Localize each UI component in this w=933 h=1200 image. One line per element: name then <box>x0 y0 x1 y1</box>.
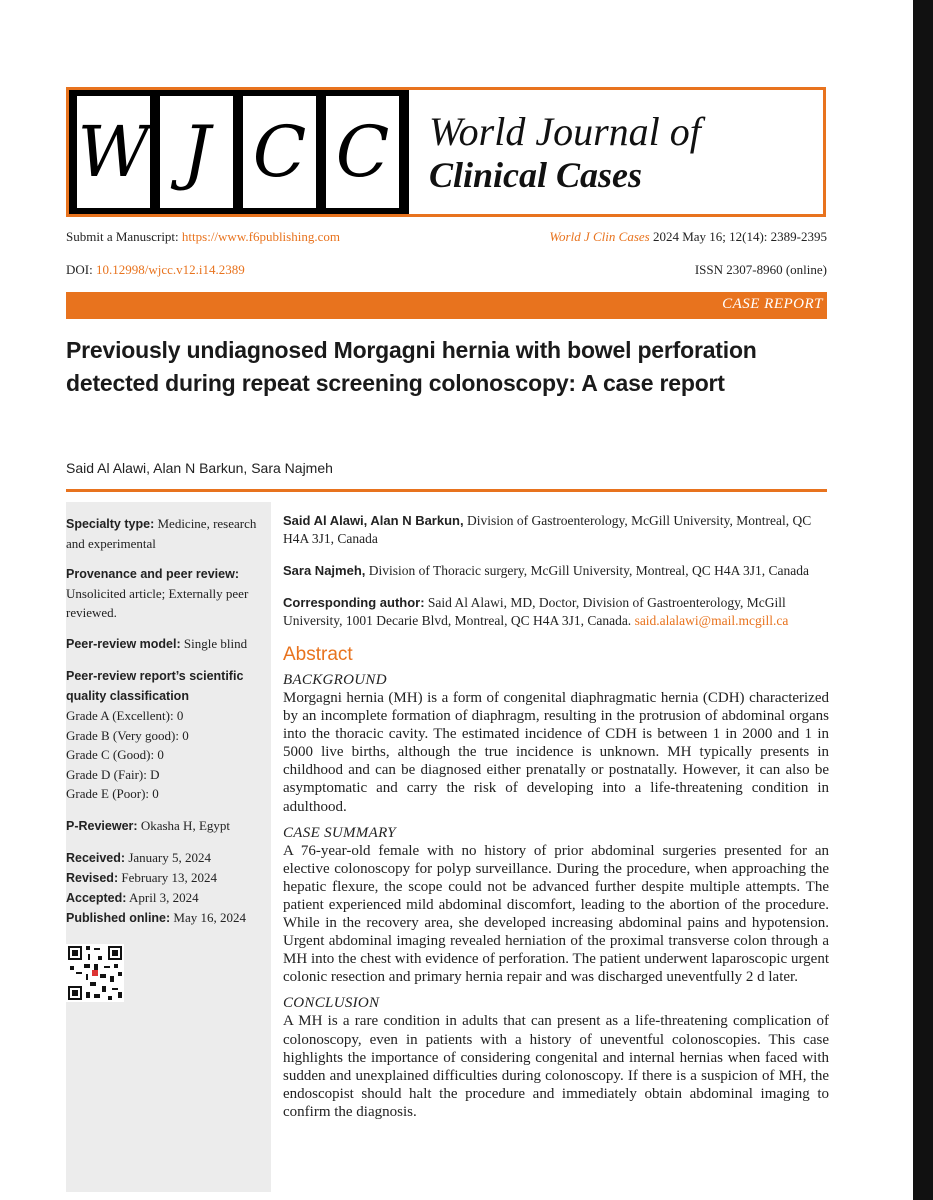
header-divider <box>66 489 827 492</box>
doi-label: DOI: <box>66 262 93 277</box>
reviewer-label: P-Reviewer: <box>66 818 138 833</box>
journal-name-line2: Clinical Cases <box>429 155 643 195</box>
revised-value: February 13, 2024 <box>121 869 218 885</box>
specialty-value: Medicine, research and experimental <box>66 516 257 551</box>
p-reviewer <box>66 816 271 836</box>
citation-journal: World J Clin Cases <box>549 229 650 244</box>
logo-letter-c2: C <box>326 96 399 208</box>
grade-d: Grade D (Fair): D <box>66 766 160 782</box>
grade-a: Grade A (Excellent): 0 <box>66 708 184 723</box>
dates <box>66 848 271 928</box>
specialty-type <box>66 514 271 553</box>
affiliation-1 <box>283 512 829 548</box>
conclusion-heading: CONCLUSION <box>283 995 380 1012</box>
received-label: Received: <box>66 850 126 865</box>
background-heading: BACKGROUND <box>283 672 387 688</box>
right-edge-strip <box>913 0 933 1200</box>
peer-review-model <box>66 634 271 654</box>
quality-label: Peer-review report’s scientific quality classification <box>66 669 244 703</box>
provenance-label: Provenance and peer review: <box>66 567 239 581</box>
affiliation-1-names: Said Al Alawi, Alan N Barkun, <box>283 513 464 528</box>
received-date <box>66 848 271 868</box>
title-line-2: detected during repeat screening colonoscopy: A case report <box>66 370 725 396</box>
published-value: May 16, 2024 <box>173 909 247 925</box>
article-info-sidebar <box>66 502 271 1192</box>
logo-letter-w: W <box>77 96 150 208</box>
journal-logo <box>69 90 409 214</box>
quality-classification <box>66 666 271 804</box>
conclusion-text: A MH is a rare condition in adults that can present as a life-threatening complication of colonoscopy, even in patients with a history of uneventful colonoscopies. This case highlights the importance of considering congenital and internal hernias when faced with sudden and unexplained difficulties during colonoscopy. If there is a suspicion of MH, the endoscopist should halt the procedure and immediately obtain abdominal imaging to confirm the diagnosis. <box>283 1013 829 1120</box>
model-value: Single blind <box>183 636 248 651</box>
corr-email-link[interactable]: said.alalawi@mail.mcgill.ca <box>634 613 789 628</box>
model-label: Peer-review model: <box>66 637 181 651</box>
published-date <box>66 908 271 928</box>
received-value: January 5, 2024 <box>128 849 211 865</box>
grade-b: Grade B (Very good): 0 <box>66 727 189 743</box>
article-type: CASE REPORT <box>722 296 823 312</box>
affiliation-2 <box>283 562 829 580</box>
grade-c: Grade C (Good): 0 <box>66 747 164 762</box>
reviewer-value: Okasha H, Egypt <box>140 817 230 833</box>
doi-line <box>66 262 245 278</box>
provenance <box>66 565 271 622</box>
corresponding-author <box>283 594 829 630</box>
journal-name-line1: World Journal of <box>429 109 701 154</box>
logo-letter-c1: C <box>243 96 316 208</box>
accepted-value: April 3, 2024 <box>128 889 199 905</box>
abstract-heading: Abstract <box>283 644 353 665</box>
doi-link[interactable]: 10.12998/wjcc.v12.i14.2389 <box>95 262 245 277</box>
issn: ISSN 2307-8960 (online) <box>694 262 827 277</box>
logo-letter-j: J <box>160 96 233 208</box>
title-line-1: Previously undiagnosed Morgagni hernia with bowel perforation <box>66 337 757 363</box>
qr-code-icon[interactable] <box>66 944 124 1002</box>
corr-text: Said Al Alawi, MD, Doctor, Division of Gastroenterology, McGill University, 1001 Decarie Blvd, Montreal, QC H4A 3J1, Canada. <box>283 595 786 628</box>
specialty-label: Specialty type: <box>66 517 155 531</box>
submit-label: Submit a Manuscript: <box>66 229 179 244</box>
accepted-date <box>66 888 271 908</box>
journal-masthead <box>66 87 826 217</box>
affiliation-2-names: Sara Najmeh, <box>283 563 366 578</box>
case-summary-text: A 76-year-old female with no history of prior abdominal surgeries presented for an elective colonoscopy for polyp surveillance. During the procedure, when approaching the hepatic flexure, the scope could not be advanced further despite multiple attempts. The patient experienced mild abdominal discomfort, leading to the abortion of the procedure. While in the recovery area, she developed increasing abdominal pains and hypotension. Urgent abdominal imaging revealed herniation of the proximal transverse colon through a MH into the chest with evidence of perforation. The patient underwent laparoscopic urgent colonic resection and primary hernia repair and was discharged uneventfully 2 d later. <box>283 842 829 986</box>
revised-label: Revised: <box>66 870 119 885</box>
grade-e: Grade E (Poor): 0 <box>66 786 159 801</box>
provenance-value: Unsolicited article; Externally peer reviewed. <box>66 586 249 620</box>
background-text: Morgagni hernia (MH) is a form of congenital diaphragmatic hernia (CDH) characterized by an incomplete formation of diaphragm, resulting in the protrusion of abdominal organs into the thoracic cavity. The estimated incidence of CDH is between 1 in 2000 and 1 in 5000 live births, although the true incidence is unknown. MH typically presents in childhood and can be diagnosed either prenatally or postnatally. However, it can also be asymptomatic and carry the risk of developing into a life-threatening condition in adulthood. <box>283 690 829 815</box>
main-column <box>283 512 829 1121</box>
published-label: Published online: <box>66 910 171 925</box>
article-title <box>66 334 826 400</box>
affiliation-2-text: Division of Thoracic surgery, McGill University, Montreal, QC H4A 3J1, Canada <box>368 563 809 578</box>
author-list: Said Al Alawi, Alan N Barkun, Sara Najmeh <box>66 460 333 476</box>
affiliation-1-text: Division of Gastroenterology, McGill University, Montreal, QC H4A 3J1, Canada <box>283 513 812 546</box>
accepted-label: Accepted: <box>66 890 127 905</box>
submit-link[interactable]: https://www.f6publishing.com <box>181 229 340 244</box>
article-type-bar <box>66 292 827 319</box>
corr-label: Corresponding author: <box>283 595 425 610</box>
citation-details: 2024 May 16; 12(14): 2389-2395 <box>652 229 827 244</box>
case-summary-heading: CASE SUMMARY <box>283 824 396 841</box>
submit-line <box>66 229 340 245</box>
revised-date <box>66 868 271 888</box>
citation-line <box>549 229 827 245</box>
